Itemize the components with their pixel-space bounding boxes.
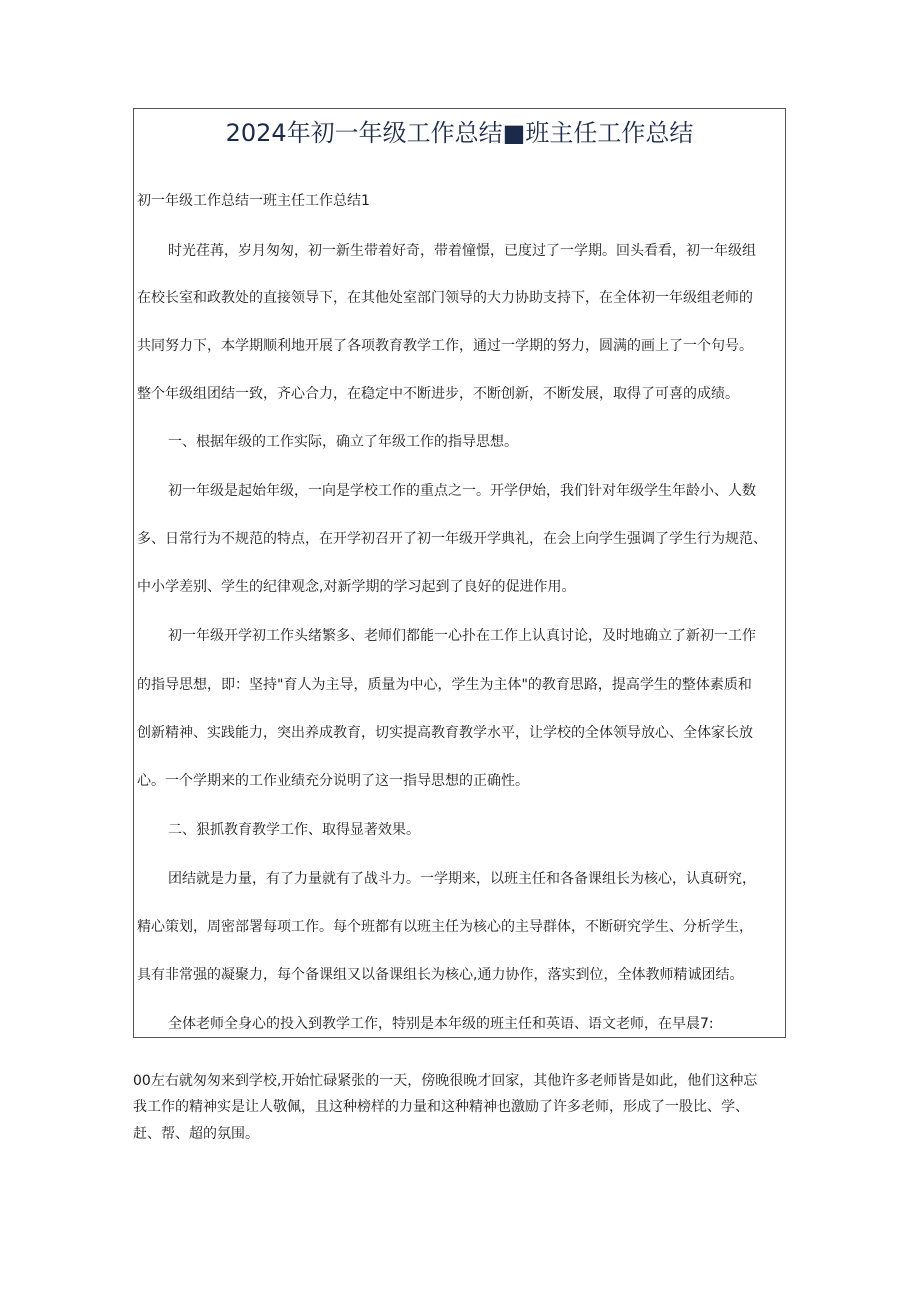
document-title: 2024年初一年级工作总结■班主任工作总结 <box>225 119 694 147</box>
paragraph-line: 中小学差别、学生的纪律观念,对新学期的学习起到了良好的促进作用。 <box>137 579 576 595</box>
paragraph-line: 全体老师全身心的投入到教学工作，特别是本年级的班主任和英语、语文老师，在早晨7: <box>168 1016 714 1032</box>
section-heading: 一、根据年级的工作实际，确立了年级工作的指导思想。 <box>168 434 518 450</box>
document-subtitle: 初一年级工作总结一班主任工作总结1 <box>137 193 370 209</box>
paragraph-line: 共同努力下，本学期顺利地开展了各项教育教学工作，通过一学期的努力，圆满的画上了一个句号。 <box>137 338 753 354</box>
paragraph-line: 我工作的精神实是让人敬佩，且这种榜样的力量和这种精神也激励了许多老师，形成了一股比、学、 <box>133 1099 749 1115</box>
paragraph-line: 创新精神、实践能力，突出养成教育，切实提高教育教学水平，让学校的全体领导放心、全体家长放 <box>137 725 753 741</box>
paragraph-line: 在校长室和政教处的直接领导下，在其他处室部门领导的大力协助支持下，在全体初一年级组老师的 <box>137 290 753 306</box>
paragraph-line: 多、日常行为不规范的特点，在开学初召开了初一年级开学典礼，在会上向学生强调了学生行为规范、 <box>137 531 767 547</box>
paragraph-line: 赶、帮、超的氛围。 <box>133 1126 259 1142</box>
section-heading: 二、狠抓教育教学工作、取得显著效果。 <box>168 822 420 838</box>
paragraph-line: 的指导思想，即：坚持"育人为主导，质量为中心，学生为主体"的教育思路，提高学生的整体素质和 <box>137 677 752 693</box>
paragraph-line: 00左右就匆匆来到学校,开始忙碌紧张的一天，傍晚很晚才回家，其他许多老师皆是如此，他们这种忘 <box>133 1073 758 1089</box>
paragraph-line: 初一年级开学初工作头绪繁多、老师们都能一心扑在工作上认真讨论，及时地确立了新初一工作 <box>168 628 756 644</box>
paragraph-line: 时光荏苒，岁月匆匆，初一新生带着好奇，带着憧憬，已度过了一学期。回头看看，初一年级组 <box>168 243 756 259</box>
paragraph-line: 整个年级组团结一致，齐心合力，在稳定中不断进步，不断创新，不断发展，取得了可喜的成绩。 <box>137 386 739 402</box>
paragraph-line: 初一年级是起始年级，一向是学校工作的重点之一。开学伊始，我们针对年级学生年龄小、人数 <box>168 483 756 499</box>
paragraph-line: 心。一个学期来的工作业绩充分说明了这一指导思想的正确性。 <box>137 773 529 789</box>
paragraph-line: 具有非常强的凝聚力，每个备课组又以备课组长为核心,通力协作，落实到位，全体教师精诚团结。 <box>137 967 744 983</box>
paragraph-line: 精心策划，周密部署每项工作。每个班都有以班主任为核心的主导群体，不断研究学生、分析学生， <box>137 919 753 935</box>
paragraph-line: 团结就是力量，有了力量就有了战斗力。一学期来，以班主任和各备课组长为核心，认真研究， <box>168 871 756 887</box>
